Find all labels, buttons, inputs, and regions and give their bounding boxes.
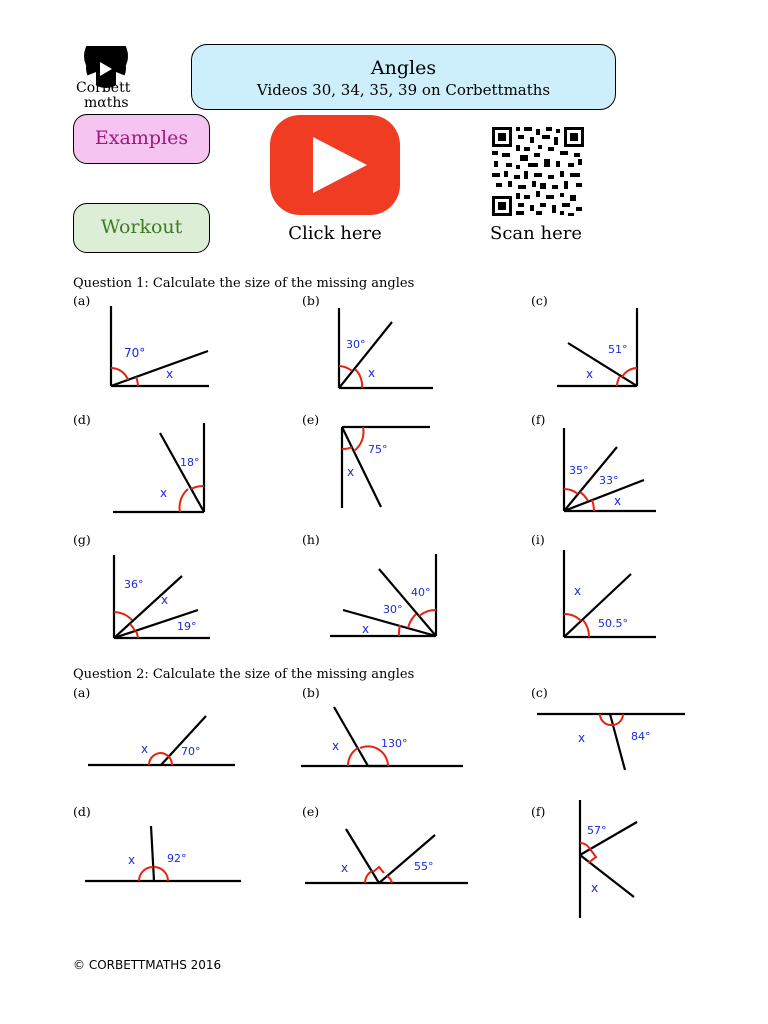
q2-part-d-label: (d) [73,804,91,819]
q1h-angle-x: x [362,622,370,636]
q1g-angle-36: 36° [124,578,144,591]
q1-part-h-label: (h) [302,532,320,547]
q1f-angle-35: 35° [569,464,589,477]
q1d-angle-18: 18° [180,456,200,469]
q1f-angle-33: 33° [599,474,619,487]
q1e-angle-75: 75° [368,443,388,456]
workout-button[interactable]: Workout [73,203,210,253]
q1-part-b-label: (b) [302,293,320,308]
q2c-angle-x: x [578,731,586,745]
q1d-angle-x: x [160,486,168,500]
q2e-angle-55: 55° [414,860,434,873]
q2f-angle-x: x [591,881,599,895]
q1b-angle-30: 30° [346,338,366,351]
q1c-angle-x: x [586,367,594,381]
q1e-angle-x: x [347,465,355,479]
q2-diagram-c [537,714,685,770]
q2a-angle-x: x [141,742,149,756]
q2f-angle-57: 57° [587,824,607,837]
q1-part-c-label: (c) [531,293,548,308]
examples-button[interactable]: Examples [73,114,210,164]
q1-part-e-label: (e) [302,412,320,427]
q1-part-i-label: (i) [531,532,545,547]
q1-part-a-label: (a) [73,293,91,308]
q2-part-f-label: (f) [531,804,546,819]
q1-part-f-label: (f) [531,412,546,427]
q2-part-c-label: (c) [531,685,548,700]
q1a-angle-x: x [166,367,174,381]
q2-diagram-a [88,716,235,765]
logo-text-maths: mαths [84,95,129,111]
q2c-angle-84: 84° [631,730,651,743]
page-subtitle: Videos 30, 34, 35, 39 on Corbettmaths [256,81,551,99]
q2-diagram-e [305,829,468,883]
q2-diagram-f [580,800,637,918]
logo-text-corbett: Corbett [76,80,131,96]
copyright-footer: © CORBETTMATHS 2016 [73,958,222,972]
q2d-angle-x: x [128,853,136,867]
q2a-angle-70: 70° [181,745,201,758]
q1g-angle-19: 19° [177,620,197,633]
q1g-angle-x: x [161,593,169,607]
question-1-heading: Question 1: Calculate the size of the missing angles [73,276,415,291]
q1a-angle-70: 70° [124,346,146,360]
q1c-angle-51: 51° [608,343,628,356]
q2-diagram-d [85,826,241,881]
q1h-angle-40: 40° [411,586,431,599]
q1-part-g-label: (g) [73,532,91,547]
q2e-angle-x: x [341,861,349,875]
q1h-angle-30: 30° [383,603,403,616]
q1i-angle-x: x [574,584,582,598]
q1f-angle-x: x [614,494,622,508]
q2b-angle-x: x [332,739,340,753]
page-title: Angles [370,57,437,79]
question-2-heading: Question 2: Calculate the size of the missing angles [73,667,415,682]
q2-part-a-label: (a) [73,685,91,700]
q2d-angle-92: 92° [167,852,187,865]
scan-here-label: Scan here [490,223,582,244]
click-here-link[interactable]: Click here [288,223,382,244]
q1b-angle-x: x [368,366,376,380]
q1i-angle-50-5: 50.5° [598,617,628,630]
q2-part-e-label: (e) [302,804,320,819]
q1-part-d-label: (d) [73,412,91,427]
q2-part-b-label: (b) [302,685,320,700]
q2b-angle-130: 130° [381,737,408,750]
